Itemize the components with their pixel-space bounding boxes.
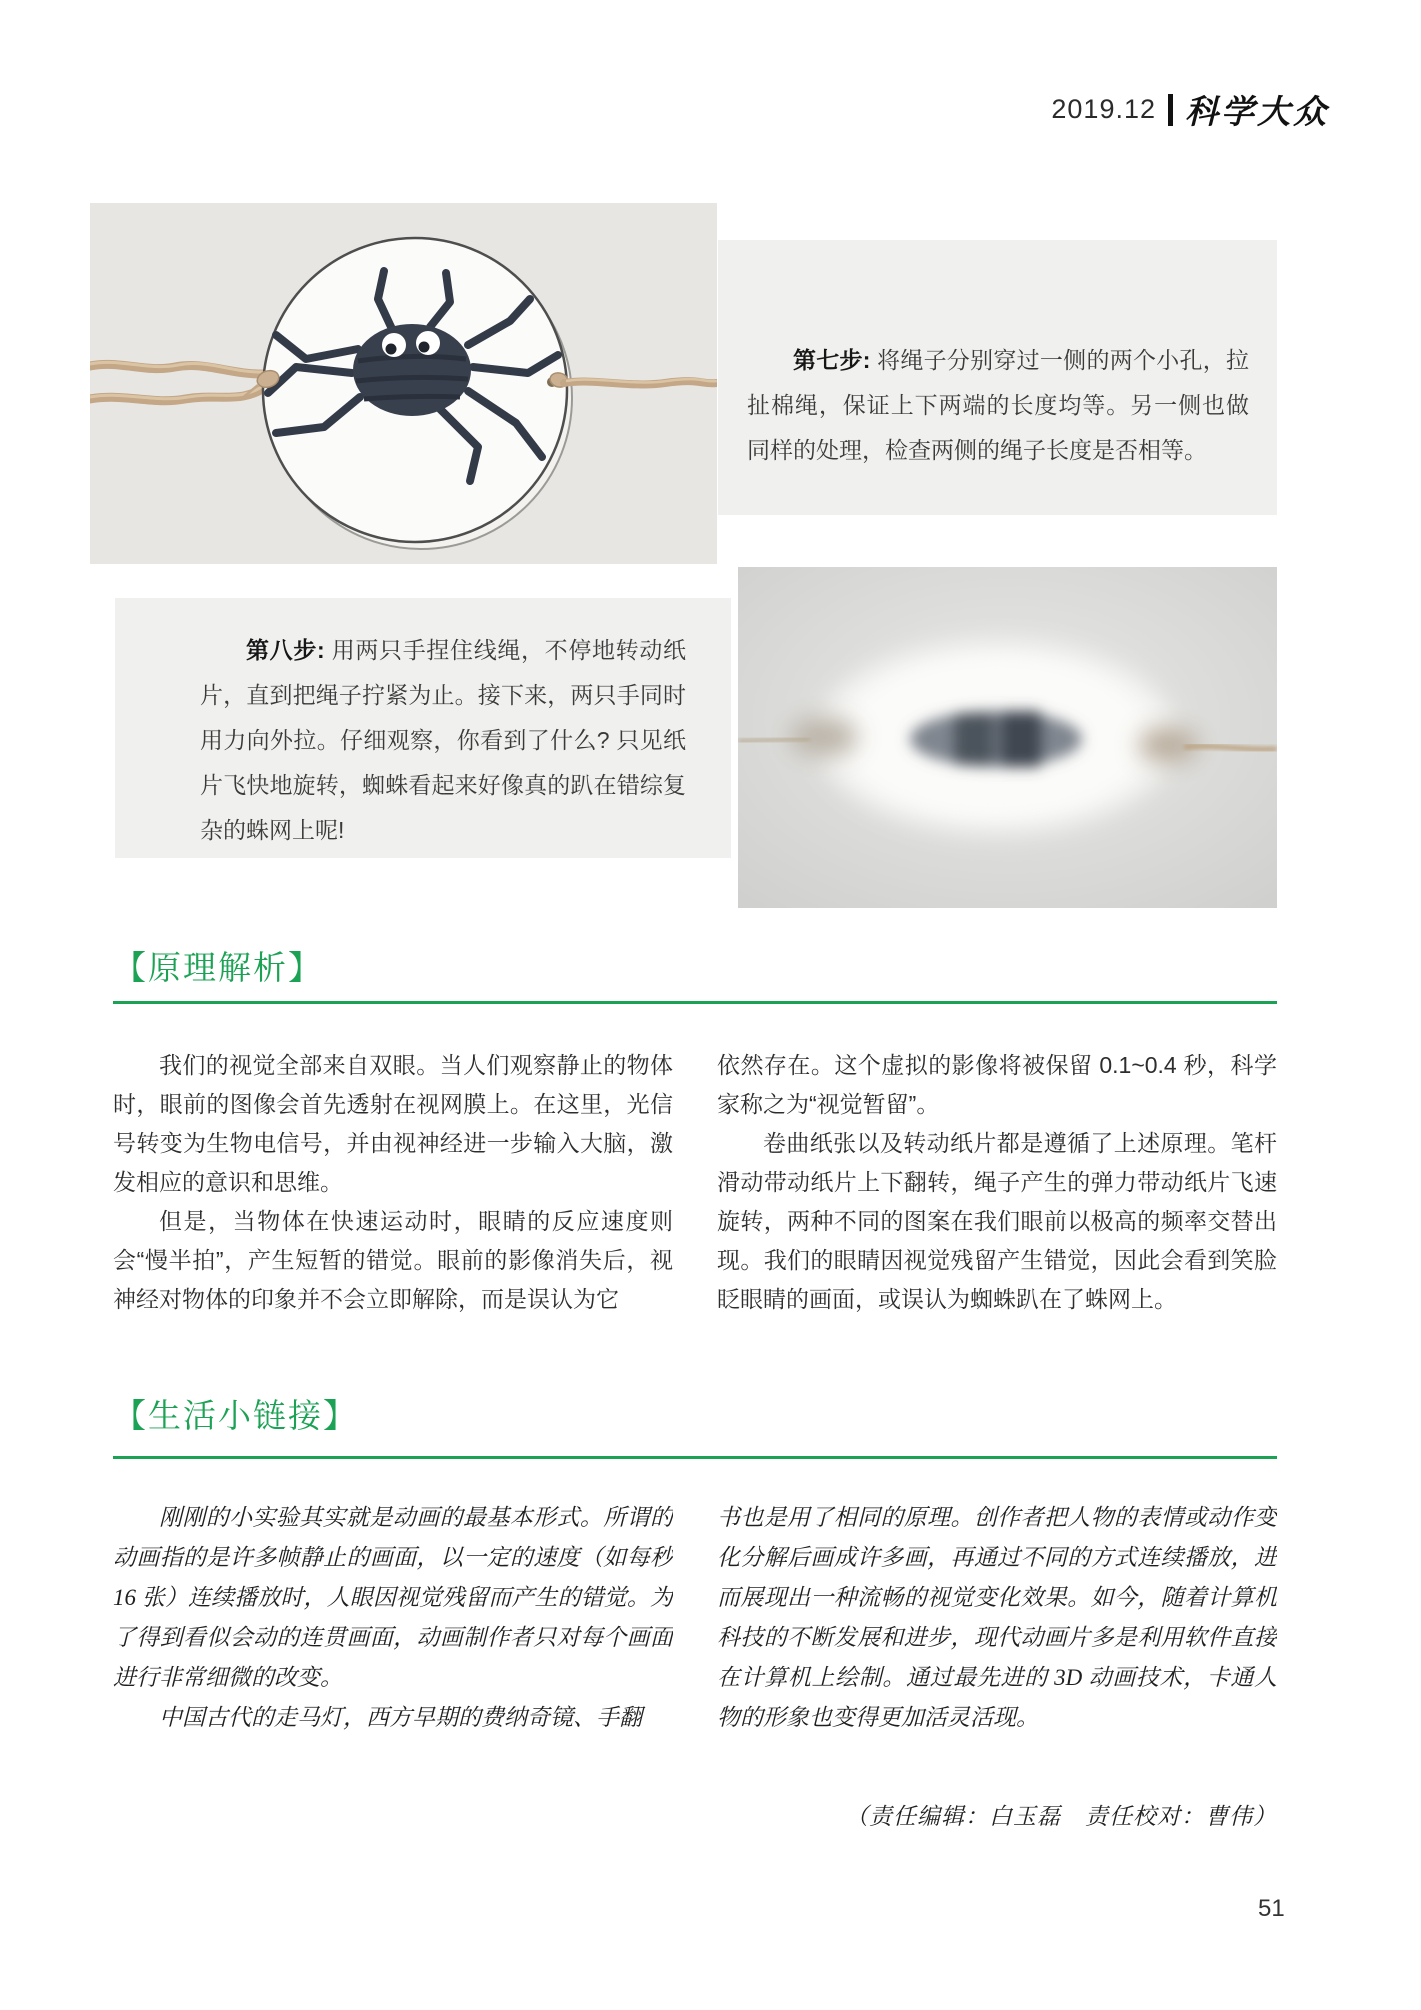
magazine-logo: 科学大众 <box>1185 95 1329 131</box>
photo-spinning-disc <box>738 567 1277 908</box>
step7-text: 第七步: 将绳子分别穿过一侧的两个小孔，拉扯棉绳，保证上下两端的长度均等。另一侧也做同样的处理，检查两侧的绳子长度是否相等。 <box>747 347 1250 463</box>
blurred-spider-smear <box>910 711 1082 767</box>
paragraph: 中国古代的走马灯，西方早期的费纳奇镜、手翻 <box>159 1705 642 1730</box>
spinning-disc-illustration <box>738 567 1277 908</box>
step8-text: 第八步: 用两只手捏住线绳，不停地转动纸片，直到把绳子拧紧为止。接下来，两只手同时用力向外拉。仔细观察，你看到了什么? 只见纸片飞快地旋转，蜘蛛看起来好像真的趴在错综复杂的蛛网上呢! <box>200 637 686 843</box>
spider-disc-illustration <box>90 203 717 564</box>
principle-body <box>113 1046 1277 1336</box>
paragraph: 书也是用了相同的原理。创作者把人物的表情或动作变化分解后画成许多画，再通过不同的方式连续播放，进而展现出一种流畅的视觉变化效果。如今，随着计算机科技的不断发展和进步，现代动画片多是利用软件直接在计算机上绘制。通过最先进的 3D 动画技术，卡通人物的形象也变得更加活灵活现。 <box>717 1505 1277 1730</box>
step7-box <box>718 240 1277 515</box>
section-rule-life <box>113 1456 1277 1459</box>
issue-date: 2019.12 <box>1051 94 1156 124</box>
life-column-right <box>717 1498 1277 1798</box>
section-title-principle: 【原理解析】 <box>113 949 323 986</box>
section-rule-principle <box>113 1001 1277 1004</box>
step8-label: 第八步: <box>246 637 325 663</box>
step7-label: 第七步: <box>793 347 871 373</box>
header-divider <box>1168 94 1173 126</box>
page-header <box>1051 86 1329 133</box>
life-column-left <box>113 1498 673 1798</box>
finger-blur-left <box>790 717 858 757</box>
step8-box <box>115 598 731 858</box>
life-body <box>113 1498 1277 1798</box>
paragraph: 我们的视觉全部来自双眼。当人们观察静止的物体时，眼前的图像会首先透射在视网膜上。在这里，光信号转变为生物电信号，并由视神经进一步输入大脑，激发相应的意识和思维。 <box>113 1052 673 1195</box>
section-title-life: 【生活小链接】 <box>113 1397 358 1434</box>
string-left <box>738 739 810 741</box>
paragraph: 刚刚的小实验其实就是动画的最基本形式。所谓的动画指的是许多帧静止的画面，以一定的速度（如每秒 16 张）连续播放时，人眼因视觉残留而产生的错觉。为了得到看似会动的连贯画面，动画制作者只对每个画面进行非常细微的改变。 <box>113 1505 673 1690</box>
photo-spider-disc <box>90 203 717 564</box>
paragraph: 但是，当物体在快速运动时，眼睛的反应速度则会“慢半拍”，产生短暂的错觉。眼前的影像消失后，视神经对物体的印象并不会立即解除，而是误认为它 <box>113 1208 673 1312</box>
principle-column-right <box>717 1046 1277 1336</box>
paragraph: 卷曲纸张以及转动纸片都是遵循了上述原理。笔杆滑动带动纸片上下翻转，绳子产生的弹力带动纸片飞速旋转，两种不同的图案在我们眼前以极高的频率交替出现。我们的眼睛因视觉残留产生错觉，因此会看到笑脸眨眼睛的画面，或误认为蜘蛛趴在了蛛网上。 <box>717 1130 1277 1312</box>
editor-credits: （责任编辑：白玉磊 责任校对：曹伟） <box>845 1804 1277 1829</box>
principle-column-left <box>113 1046 673 1336</box>
page-number: 51 <box>1258 1895 1285 1922</box>
spider-body <box>353 324 471 416</box>
paragraph: 依然存在。这个虚拟的影像将被保留 0.1~0.4 秒，科学家称之为“视觉暂留”。 <box>717 1052 1277 1117</box>
